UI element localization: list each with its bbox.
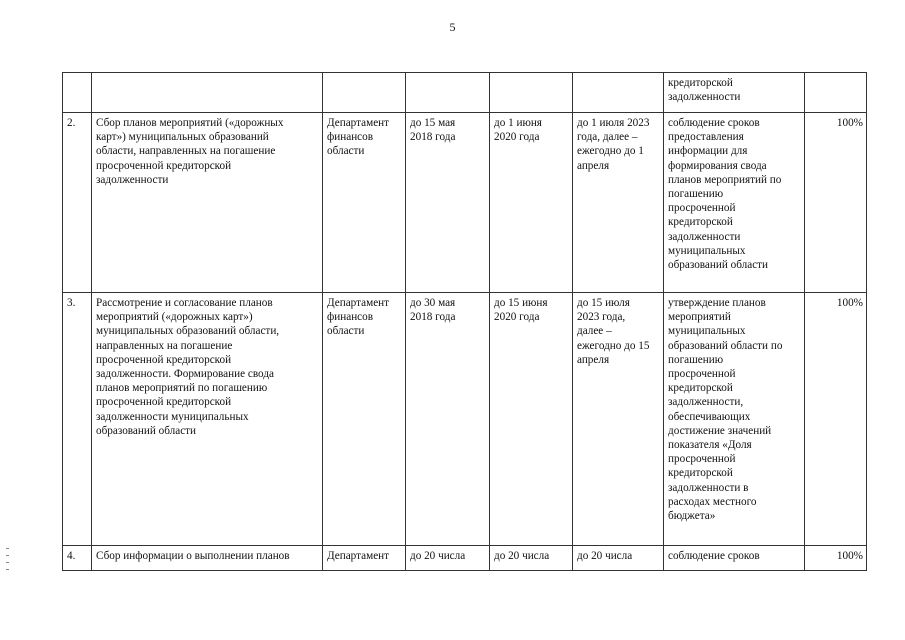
end-date-cell: до 15 июня 2020 года	[490, 293, 573, 546]
result-cell: соблюдение сроков предоставления информации для формирования свода планов мероприятий по погашению просроченной кредиторской задолженности муниципальных образований области	[664, 113, 805, 293]
result-cell: кредиторской задолженности	[664, 73, 805, 113]
page-number: 5	[449, 20, 456, 34]
result-cell: утверждение планов мероприятий муниципальных образований области по погашению просроченной кредиторской задолженности, обеспечивающих достижение значений показателя «Доля просроченной кредиторской задолженности в расходах местного бюджета»	[664, 293, 805, 546]
row-number	[63, 73, 92, 113]
table-row	[63, 113, 867, 293]
table-row	[63, 293, 867, 546]
activity-cell: Сбор планов мероприятий («дорожных карт») муниципальных образований области, направленных на погашение просроченной кредиторской задолженности	[92, 113, 323, 293]
end-date-cell	[490, 73, 573, 113]
end-date-cell: до 1 июня 2020 года	[490, 113, 573, 293]
row-number: 2.	[63, 113, 92, 293]
row-number: 3.	[63, 293, 92, 546]
activity-cell: Рассмотрение и согласование планов мероприятий («дорожных карт») муниципальных образований области, направленных на погашение просроченной кредиторской задолженности. Формирование свода планов мероприятий по погашению просроченной кредиторской задолженности муниципальных образований области	[92, 293, 323, 546]
table-row	[63, 546, 867, 571]
percent-cell	[805, 73, 867, 113]
deadline-cell: до 1 июля 2023 года, далее – ежегодно до 1 апреля	[573, 113, 664, 293]
start-date-cell: до 20 числа	[406, 546, 490, 571]
row-number: 4.	[63, 546, 92, 571]
plan-table	[62, 72, 867, 571]
percent-cell: 100%	[805, 293, 867, 546]
responsible-cell: Департамент финансов области	[323, 113, 406, 293]
deadline-cell	[573, 73, 664, 113]
responsible-cell	[323, 73, 406, 113]
percent-cell: 100%	[805, 546, 867, 571]
activity-cell	[92, 73, 323, 113]
percent-cell: 100%	[805, 113, 867, 293]
table-row	[63, 73, 867, 113]
start-date-cell: до 15 мая 2018 года	[406, 113, 490, 293]
deadline-cell: до 20 числа	[573, 546, 664, 571]
end-date-cell: до 20 числа	[490, 546, 573, 571]
activity-cell: Сбор информации о выполнении планов	[92, 546, 323, 571]
start-date-cell	[406, 73, 490, 113]
responsible-cell: Департамент	[323, 546, 406, 571]
scan-edge-marks	[6, 548, 9, 588]
deadline-cell: до 15 июля 2023 года, далее – ежегодно до 15 апреля	[573, 293, 664, 546]
start-date-cell: до 30 мая 2018 года	[406, 293, 490, 546]
responsible-cell: Департамент финансов области	[323, 293, 406, 546]
result-cell: соблюдение сроков	[664, 546, 805, 571]
